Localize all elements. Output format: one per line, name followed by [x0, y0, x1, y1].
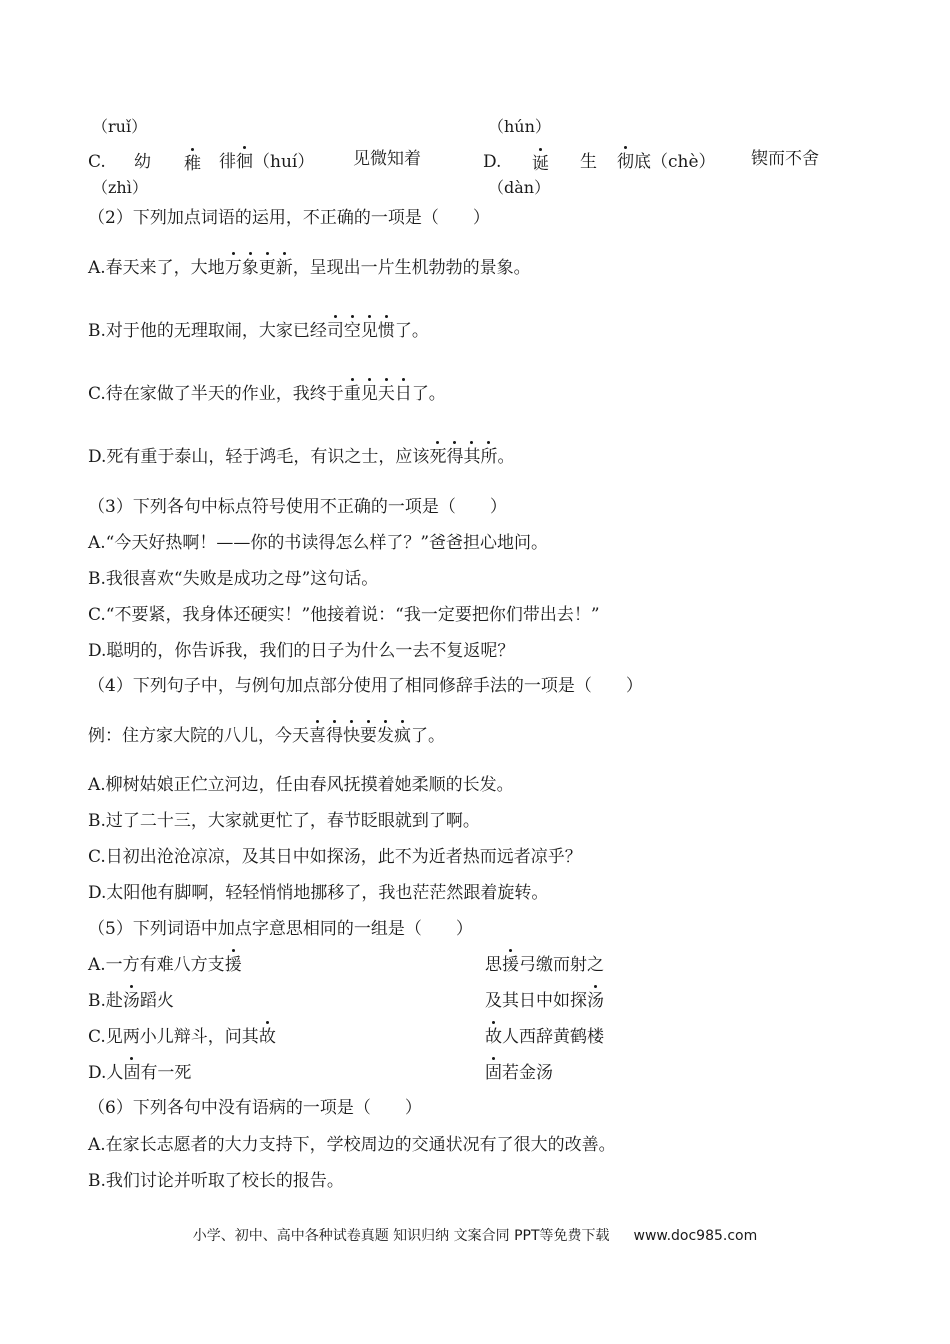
q5-option-c-left: C.见两小儿辩斗，问其故 — [88, 1027, 276, 1047]
option-c-word-1b: 稚 — [184, 154, 201, 174]
q2-option-c: C.待在家做了半天的作业，我终于重见天日了。 — [88, 384, 446, 404]
q4-option-b: B.过了二十三，大家就更忙了，春节眨眼就到了啊。 — [88, 811, 480, 831]
q3-stem: （3）下列各句中标点符号使用不正确的一项是（ ） — [88, 497, 507, 517]
q6-stem: （6）下列各句中没有语病的一项是（ ） — [88, 1098, 422, 1118]
q5-option-c-right: 故人西辞黄鹤楼 — [485, 1027, 604, 1047]
q4-option-a: A.柳树姑娘正伫立河边，任由春风抚摸着她柔顺的长发。 — [88, 775, 514, 795]
q3-option-a: A.“今天好热啊！——你的书读得怎么样了？”爸爸担心地问。 — [88, 533, 549, 553]
q3-option-b: B.我很喜欢“失败是成功之母”这句话。 — [88, 569, 379, 589]
q5-stem: （5）下列词语中加点字意思相同的一组是（ ） — [88, 919, 473, 939]
option-c-word-3: 见微知着 — [353, 149, 421, 169]
q2-option-a: A.春天来了，大地万象更新，呈现出一片生机勃勃的景象。 — [88, 258, 531, 278]
q5-option-a-left: A.一方有难八方支援 — [88, 955, 242, 975]
q2-option-d: D.死有重于泰山，轻于鸿毛，有识之士，应该死得其所。 — [88, 447, 515, 467]
option-c-pinyin-bottom: （zhì） — [92, 178, 148, 197]
q2-option-b: B.对于他的无理取闹，大家已经司空见惯了。 — [88, 321, 429, 341]
option-c-pinyin-top: （ruǐ） — [92, 117, 148, 136]
option-d-word-2: 彻底（chè） — [617, 152, 716, 172]
q4-option-c: C.日初出沧沧凉凉，及其日中如探汤，此不为近者热而远者凉乎？ — [88, 847, 582, 867]
q4-example: 例：住方家大院的八儿，今天喜得快要发疯了。 — [88, 726, 445, 746]
q2-stem: （2）下列加点词语的运用，不正确的一项是（ ） — [88, 208, 490, 228]
q5-option-a-right: 思援弓缴而射之 — [485, 955, 604, 975]
q5-option-d-left: D.人固有一死 — [88, 1063, 192, 1083]
option-c-label: C. — [88, 152, 106, 172]
option-c-word-2: 徘徊（huí） — [219, 152, 315, 172]
option-c-word-1a: 幼 — [134, 152, 151, 172]
option-d-word-3: 锲而不舍 — [751, 149, 819, 169]
q3-option-d: D.聪明的，你告诉我，我们的日子为什么一去不复返呢？ — [88, 641, 515, 661]
q5-option-b-right: 及其日中如探汤 — [485, 991, 604, 1011]
option-d-label: D. — [483, 152, 502, 172]
q6-option-b: B.我们讨论并听取了校长的报告。 — [88, 1171, 344, 1191]
q6-option-a: A.在家长志愿者的大力支持下，学校周边的交通状况有了很大的改善。 — [88, 1135, 616, 1155]
footer-text: 小学、初中、高中各种试卷真题 知识归纳 文案合同 PPT等免费下载 — [192, 1228, 610, 1244]
q5-option-b-left: B.赴汤蹈火 — [88, 991, 174, 1011]
option-d-pinyin-bottom: （dàn） — [488, 178, 551, 197]
option-d-word-1a: 诞 — [532, 154, 549, 174]
option-d-word-1b: 生 — [580, 152, 597, 172]
q4-stem: （4）下列句子中，与例句加点部分使用了相同修辞手法的一项是（ ） — [88, 676, 643, 696]
footer-site-link[interactable]: www.doc985.com — [633, 1228, 758, 1244]
option-d-pinyin-top: （hún） — [488, 117, 551, 136]
q3-option-c: C.“不要紧，我身体还硬实！”他接着说：“我一定要把你们带出去！” — [88, 605, 600, 625]
page-footer — [0, 1226, 950, 1246]
q5-option-d-right: 固若金汤 — [485, 1063, 553, 1083]
q4-option-d: D.太阳他有脚啊，轻轻悄悄地挪移了，我也茫茫然跟着旋转。 — [88, 883, 549, 903]
